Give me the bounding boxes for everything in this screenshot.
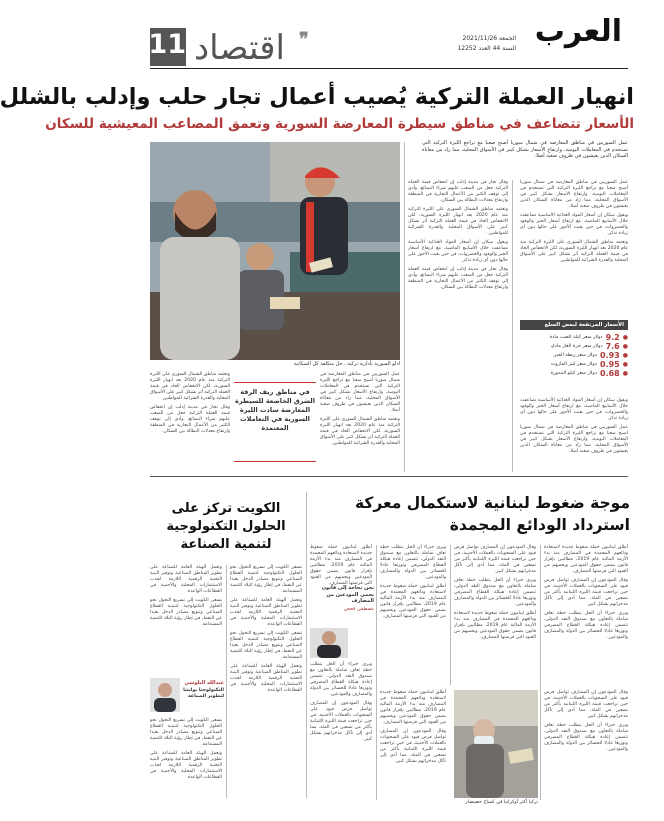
lead-body-under-photo-1: وتعتمد مناطق الشمال السوري على الليرة التركية منذ عام 2020 بعد انهيار الليرة السورية، لكن الانخفاض الحاد في قيمة العملة التركية أثر بشكل كبير على الأسواق المحلية والقدرة الشرائية للمواطنين. وقال تجار في مدينة إدلب إن انخفاض قيمة العملة التركية جعل من الصعب عليهم شراء البضائع، وأدى إلى توقف الكثير من الأعمال التجارية في المنطقة وارتفاع معدلات البطالة بين السكان.	[150, 372, 230, 434]
price-label: دولار سعر كيلو البندورة	[550, 371, 597, 376]
story2-photo-caption: تركيا أكثر أوكرانيا في كساح خصيصار	[465, 800, 538, 805]
story3-quote-box	[182, 680, 224, 700]
story2-photo	[454, 690, 538, 798]
lead-body-right: عمل السوريين في مناطق المعارضة في شمال سوريا أصبح صعبا مع تراجع الليرة التركية التي تستخدم في المعاملات اليومية، وارتفاع الأسعار بشكل كبير في الأسواق المحلية، مما زاد من معاناة السكان الذين يعيشون في ظروف صعبة أصلا. ويقول سكان إن أسعار المواد الغذائية الأساسية تضاعفت خلال الأسابيع الماضية، مع ارتفاع أسعار الخبز والوقود والخضروات، في حين بقيت الأجور على حالها دون أي زيادة تذكر. وتعتمد مناطق الشمال السوري على الليرة التركية منذ عام 2020 بعد انهيار الليرة السورية، لكن الانخفاض الحاد في قيمة العملة التركية أثر بشكل كبير على الأسواق المحلية والقدرة الشرائية للمواطنين.	[520, 180, 628, 263]
price-item	[520, 351, 628, 360]
lead-intro: عمل السوريين في مناطق المعارضة في شمال سوريا أصبح صعبا مع تراجع الليرة التركية التي تستخدم في المعاملات اليومية، وارتفاع الأسعار بشكل كبير في الأسواق المحلية، مما زاد من معاناة السكان الذين يعيشون في ظروف صعبة أصلا.	[422, 140, 628, 159]
issue-date: الجمعة 2021/11/26	[462, 35, 516, 42]
story2-body-col3: ويرى خبراء أن الحل يتطلب خطة تعاف شاملة بالتعاون مع صندوق النقد الدولي، تتضمن إعادة هيكلة القطاع المصرفي وتوزيعا عادلا للخسائر بين الدولة والمصارف والمودعين. أطلق لبنانيون حملة ضغوط جديدة لاستعادة ودائعهم المجمدة في المصارف منذ بدء الأزمة المالية عام 2019، مطالبين بإقرار قانون يضمن حقوق المودعين ويحميهم من القيود التي فرضتها المصارف.	[380, 545, 446, 619]
story2-headline: موجة ضغوط لبنانية لاستكمال معركة استرداد الودائع المجمدة	[354, 494, 630, 534]
page-number: 11	[148, 29, 186, 60]
story3-body-right: تسعى الكويت إلى تسريع التحول نحو الحلول التكنولوجية لتنمية القطاع الصناعي وتنويع مصادر الدخل بعيدا عن النفط، في إطار رؤية البلاد للتنمية المستدامة. وتعمل الهيئة العامة للصناعة على تطوير المناطق الصناعية وتوفير البنية التحتية الرقمية اللازمة لجذب الاستثمارات المحلية والأجنبية في القطاعات الواعدة. تسعى الكويت إلى تسريع التحول نحو الحلول التكنولوجية لتنمية القطاع الصناعي وتنويع مصادر الدخل بعيدا عن النفط، في إطار رؤية البلاد للتنمية المستدامة. وتعمل الهيئة العامة للصناعة على تطوير المناطق الصناعية وتوفير البنية التحتية الرقمية اللازمة لجذب الاستثمارات المحلية والأجنبية في القطاعات الواعدة.	[230, 565, 302, 693]
pull-quote	[234, 382, 316, 462]
story2-body-col2: وقال المودعون إن المصارف تواصل فرض قيود على السحوبات بالعملات الأجنبية، في حين تراجعت قيمة الليرة اللبنانية بأكثر من تسعين في المئة، مما أدى إلى تآكل مدخراتهم بشكل كبير. ويرى خبراء أن الحل يتطلب خطة تعاف شاملة بالتعاون مع صندوق النقد الدولي، تتضمن إعادة هيكلة القطاع المصرفي وتوزيعا عادلا للخسائر بين الدولة والمصارف والمودعين. أطلق لبنانيون حملة ضغوط جديدة لاستعادة ودائعهم المجمدة في المصارف منذ بدء الأزمة المالية عام 2019، مطالبين بإقرار قانون يضمن حقوق المودعين ويحميهم من القيود التي فرضتها المصارف.	[454, 545, 536, 640]
story2-avatar	[310, 628, 348, 658]
column-divider	[226, 565, 227, 798]
story3-headline: الكويت تركز على الحلول التكنولوجية لتنمية الصناعة	[166, 501, 286, 552]
price-bullet-icon: ●	[622, 334, 628, 341]
price-bullet-icon: ●	[622, 361, 628, 368]
price-item	[520, 369, 628, 378]
lead-body-right-lower: ويقول سكان إن أسعار المواد الغذائية الأساسية تضاعفت خلال الأسابيع الماضية، مع ارتفاع أسعار الخبز والوقود والخضروات، في حين بقيت الأجور على حالها دون أي زيادة تذكر. عمل السوريين في مناطق المعارضة في شمال سوريا أصبح صعبا مع تراجع الليرة التركية التي تستخدم في المعاملات اليومية، وارتفاع الأسعار بشكل كبير في الأسواق المحلية، مما زاد من معاناة السكان الذين يعيشون في ظروف صعبة أصلا.	[520, 398, 628, 454]
story2-body-right: أطلق لبنانيون حملة ضغوط جديدة لاستعادة ودائعهم المجمدة في المصارف منذ بدء الأزمة المالية عام 2019، مطالبين بإقرار قانون يضمن حقوق المودعين ويحميهم من القيود التي فرضتها المصارف. وقال المودعون إن المصارف تواصل فرض قيود على السحوبات بالعملات الأجنبية، في حين تراجعت قيمة الليرة اللبنانية بأكثر من تسعين في المئة، مما أدى إلى تآكل مدخراتهم بشكل كبير. ويرى خبراء أن الحل يتطلب خطة تعاف شاملة بالتعاون مع صندوق النقد الدولي، تتضمن إعادة هيكلة القطاع المصرفي وتوزيعا عادلا للخسائر بين الدولة والمصارف والمودعين.	[544, 545, 628, 640]
story2-body-col4-lower: ويرى خبراء أن الحل يتطلب خطة تعاف شاملة بالتعاون مع صندوق النقد الدولي، تتضمن إعادة هيكلة القطاع المصرفي وتوزيعا عادلا للخسائر بين الدولة والمصارف والمودعين. وقال المودعون إن المصارف تواصل فرض قيود على السحوبات بالعملات الأجنبية، في حين تراجعت قيمة الليرة اللبنانية بأكثر من تسعين في المئة، مما أدى إلى تآكل مدخراتهم بشكل كبير.	[310, 662, 372, 742]
price-bullet-icon: ●	[622, 352, 628, 359]
price-label: دولار سعر ربطة الخبز	[553, 353, 597, 358]
issue-number: السنة 44 العدد 12252	[457, 45, 516, 52]
story3-body-left-lower: تسعى الكويت إلى تسريع التحول نحو الحلول التكنولوجية لتنمية القطاع الصناعي وتنويع مصادر الدخل بعيدا عن النفط، في إطار رؤية البلاد للتنمية المستدامة. وتعمل الهيئة العامة للصناعة على تطوير المناطق الصناعية وتوفير البنية التحتية الرقمية اللازمة لجذب الاستثمارات المحلية والأجنبية في القطاعات الواعدة.	[150, 718, 222, 780]
section-divider	[150, 476, 628, 477]
story2-body-bottom-right: وقال المودعون إن المصارف تواصل فرض قيود على السحوبات بالعملات الأجنبية، في حين تراجعت قيمة الليرة اللبنانية بأكثر من تسعين في المئة، مما أدى إلى تآكل مدخراتهم بشكل كبير. ويرى خبراء أن الحل يتطلب خطة تعاف شاملة بالتعاون مع صندوق النقد الدولي، تتضمن إعادة هيكلة القطاع المصرفي وتوزيعا عادلا للخسائر بين الدولة والمصارف والمودعين.	[544, 690, 628, 752]
column-divider	[404, 142, 405, 472]
person-portrait-icon	[310, 628, 348, 658]
story3-avatar	[150, 678, 180, 712]
pull-quote-rule	[234, 461, 316, 462]
column-divider	[450, 545, 451, 685]
price-label: دولار سعر ليتر المازوت	[550, 362, 597, 367]
lead-photo-caption: ادلو السورية بأدارية تركية.. حل متكلفة كل السكانية	[293, 361, 400, 367]
lead-photo	[150, 142, 400, 360]
price-value: 0.93	[600, 351, 620, 360]
masthead-rule	[150, 68, 628, 69]
section-quote-mark: ❞	[299, 29, 309, 50]
price-label: دولار سعر كيلة الصب مادة	[549, 335, 603, 340]
lead-subheadline: الأسعار تتضاعف في مناطق سيطرة المعارضة السورية وتعمق المصاعب المعيشية للسكان	[45, 116, 634, 132]
masthead	[114, 0, 664, 84]
column-divider	[540, 545, 541, 800]
section-title: اقتصاد	[194, 28, 285, 68]
price-bullet-icon: ●	[622, 370, 628, 377]
story2-quote-author: مصطفى فحص	[344, 606, 374, 612]
price-bullet-icon: ●	[622, 343, 628, 350]
column-divider	[306, 492, 307, 798]
price-item	[520, 342, 628, 351]
logo: العرب	[534, 14, 622, 49]
lead-body-under-photo-2: عمل السوريين في مناطق المعارضة في شمال سوريا أصبح صعبا مع تراجع الليرة التركية التي تستخدم في المعاملات اليومية، وارتفاع الأسعار بشكل كبير في الأسواق المحلية، مما زاد من معاناة السكان الذين يعيشون في ظروف صعبة أصلا. وتعتمد مناطق الشمال السوري على الليرة التركية منذ عام 2020 بعد انهيار الليرة السورية، لكن الانخفاض الحاد في قيمة العملة التركية أثر بشكل كبير على الأسواق المحلية والقدرة الشرائية للمواطنين.	[320, 372, 400, 446]
price-value: 9.2	[605, 333, 620, 342]
pull-quote-rule	[234, 382, 316, 383]
story3-body-left: وتعمل الهيئة العامة للصناعة على تطوير المناطق الصناعية وتوفير البنية التحتية الرقمية اللازمة لجذب الاستثمارات المحلية والأجنبية في القطاعات الواعدة. تسعى الكويت إلى تسريع التحول نحو الحلول التكنولوجية لتنمية القطاع الصناعي وتنويع مصادر الدخل بعيدا عن النفط، في إطار رؤية البلاد للتنمية المستدامة.	[150, 565, 222, 627]
story2-body-col4: أطلق لبنانيون حملة ضغوط جديدة لاستعادة ودائعهم المجمدة في المصارف منذ بدء الأزمة المالية عام 2019، مطالبين بإقرار قانون يضمن حقوق المودعين ويحميهم من القيود التي فرضتها المصارف.	[310, 545, 372, 586]
market-scene-illustration	[150, 142, 400, 360]
column-divider	[512, 180, 513, 472]
story2-quote-box	[310, 585, 374, 631]
story3-author: عبدالله البلوشي	[184, 680, 224, 686]
person-portrait-icon	[150, 678, 180, 712]
price-box-title: الأسعار المرتفعة لبعض السلع	[520, 320, 628, 330]
price-value: 7.6	[605, 342, 620, 351]
pull-quote-text: في مناطق ريف الرقة الشرق الخاضعة للسيطرة المعارضة سادت الليرة السورية في التعاملات المعتمدة	[235, 388, 315, 432]
price-item	[520, 360, 628, 369]
story2-quote: نحن بحاجة إلى قانون يحمي المودعين من المصارف	[321, 585, 374, 604]
price-value: 0.68	[600, 369, 620, 378]
story2-body-col3-lower: أطلق لبنانيون حملة ضغوط جديدة لاستعادة ودائعهم المجمدة في المصارف منذ بدء الأزمة المالية عام 2019، مطالبين بإقرار قانون يضمن حقوق المودعين ويحميهم من القيود التي فرضتها المصارف. وقال المودعون إن المصارف تواصل فرض قيود على السحوبات بالعملات الأجنبية، في حين تراجعت قيمة الليرة اللبنانية بأكثر من تسعين في المئة، مما أدى إلى تآكل مدخراتهم بشكل كبير.	[380, 690, 446, 764]
story3-quote: التكنولوجيا بوابتنا لتطوير الصناعة	[183, 688, 224, 699]
price-item	[520, 333, 628, 342]
column-divider	[376, 545, 377, 800]
lead-headline: انهيار العملة التركية يُصيب أعمال تجار حلب وإدلب بالشلل	[0, 84, 634, 110]
price-label: دولار سعر جرة الغاز مادي	[551, 344, 603, 349]
price-value: 0.95	[600, 360, 620, 369]
bank-customer-illustration	[454, 690, 538, 798]
lead-body-middle: وقال تجار في مدينة إدلب إن انخفاض قيمة العملة التركية جعل من الصعب عليهم شراء البضائع، وأدى إلى توقف الكثير من الأعمال التجارية في المنطقة وارتفاع معدلات البطالة بين السكان. وتعتمد مناطق الشمال السوري على الليرة التركية منذ عام 2020 بعد انهيار الليرة السورية، لكن الانخفاض الحاد في قيمة العملة التركية أثر بشكل كبير على الأسواق المحلية والقدرة الشرائية للمواطنين. ويقول سكان إن أسعار المواد الغذائية الأساسية تضاعفت خلال الأسابيع الماضية، مع ارتفاع أسعار الخبز والوقود والخضروات، في حين بقيت الأجور على حالها دون أي زيادة تذكر. وقال تجار في مدينة إدلب إن انخفاض قيمة العملة التركية جعل من الصعب عليهم شراء البضائع، وأدى إلى توقف الكثير من الأعمال التجارية في المنطقة وارتفاع معدلات البطالة بين السكان.	[407, 180, 509, 290]
price-box	[520, 320, 628, 392]
